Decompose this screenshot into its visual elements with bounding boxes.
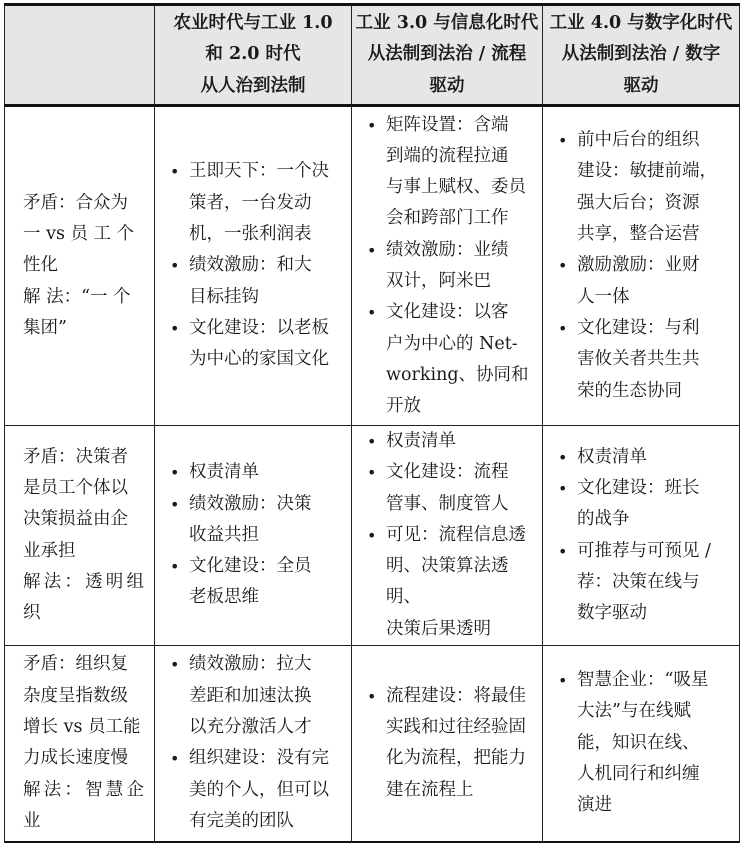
header-row xyxy=(5,5,740,106)
text-line: • 王即天下：一个决 xyxy=(189,161,329,182)
row-label-line: 业承担 xyxy=(23,540,76,561)
text-line: 荐：决策在线与 xyxy=(577,571,700,592)
header-line: 工业 3.0 与信息化时代 xyxy=(355,12,539,33)
row-label-cell xyxy=(5,426,155,646)
text-line: • 可推荐与可预见 / xyxy=(577,540,711,561)
header-cell-era-3 xyxy=(543,5,740,106)
list-item xyxy=(364,520,534,645)
text-line: 能，知识在线、 xyxy=(577,732,700,753)
text-line: 人机同行和纠缠 xyxy=(577,763,700,784)
text-line: • 权责清单 xyxy=(386,431,456,451)
header-line: 农业时代与工业 1.0 xyxy=(173,12,333,33)
list-item xyxy=(167,743,343,837)
bullet-list xyxy=(364,110,534,423)
list-item xyxy=(364,235,534,298)
text-line: 强大后台；资源 xyxy=(577,192,700,213)
bullet-list xyxy=(167,649,343,837)
row-label-line: 性化 xyxy=(23,255,58,276)
text-line: 目标挂钩 xyxy=(189,286,259,307)
text-line: 双计，阿米巴 xyxy=(386,271,491,291)
text-line: working、协同和 xyxy=(386,364,529,385)
list-item xyxy=(167,551,343,614)
row-label-line: 决策损益由企 xyxy=(23,509,128,530)
row-label-line: 解 法：“一 个 xyxy=(23,286,131,307)
list-item xyxy=(364,457,534,520)
text-line: 美的个人，但可以 xyxy=(189,779,329,800)
row-label-line: 解法：透明组织 xyxy=(23,571,144,624)
text-line: 老板思维 xyxy=(189,587,259,608)
text-line: 化为流程，把能力 xyxy=(386,748,526,769)
text-line: 为中心的家国文化 xyxy=(189,349,329,370)
list-item xyxy=(555,250,731,313)
list-item xyxy=(167,156,343,250)
table-cell xyxy=(155,646,352,842)
bullet-list xyxy=(364,426,534,645)
text-line: 管事、制度管人 xyxy=(386,493,509,514)
text-line: 以充分激活人才 xyxy=(189,717,312,738)
text-line: • 文化建设：以老板 xyxy=(189,317,329,338)
text-line: • 文化建设：班长 xyxy=(577,477,700,498)
list-item xyxy=(555,442,731,473)
row-label-line: 矛盾：合众为 xyxy=(23,192,128,213)
bullet-list xyxy=(555,665,731,821)
list-item xyxy=(167,313,343,376)
text-line: • 流程建设：将最佳 xyxy=(386,685,526,706)
list-item xyxy=(364,110,534,235)
bullet-list xyxy=(167,457,343,613)
text-line: 收益共担 xyxy=(189,524,259,545)
text-line: • 绩效激励：业绩 xyxy=(386,239,509,260)
text-line: • 组织建设：没有完 xyxy=(189,748,329,769)
row-label-line: 集团” xyxy=(23,317,67,338)
table-cell xyxy=(543,106,740,426)
text-line: • 矩阵设置：含端 xyxy=(386,114,509,135)
row-label-line: 矛盾：组织复 xyxy=(23,654,128,675)
text-line: 实践和过往经验固 xyxy=(386,717,526,738)
table-row xyxy=(5,426,740,646)
text-line: 与事上赋权、委员 xyxy=(386,177,526,198)
comparison-table xyxy=(4,3,740,843)
text-line: 建在流程上 xyxy=(386,779,474,800)
bullet-list xyxy=(364,681,534,806)
text-line: • 智慧企业：“吸星 xyxy=(577,670,709,691)
text-line: 机，一张利润表 xyxy=(189,224,312,245)
list-item xyxy=(364,681,534,806)
text-line: 户为中心的 Net- xyxy=(386,333,518,354)
header-cell-era-1 xyxy=(155,5,352,106)
text-line: 开放 xyxy=(386,396,421,417)
row-label-line: 力成长速度慢 xyxy=(23,748,128,769)
text-line: 明、决策算法透明、 xyxy=(386,556,509,608)
text-line: 决策后果透明 xyxy=(386,618,491,639)
text-line: 演进 xyxy=(577,795,612,816)
header-line: 工业 4.0 与数字化时代 xyxy=(549,12,733,33)
text-line: • 绩效激励：和大 xyxy=(189,255,312,276)
table-cell xyxy=(352,646,543,842)
header-line: 从法制到法治 / 流程 xyxy=(367,44,527,65)
list-item xyxy=(555,125,731,250)
table-cell xyxy=(155,106,352,426)
list-item xyxy=(364,426,534,457)
row-label-line: 矛盾：决策者 xyxy=(23,446,128,467)
bullet-list xyxy=(555,125,731,407)
header-cell-era-2 xyxy=(352,5,543,106)
text-line: • 文化建设：全员 xyxy=(189,556,312,577)
text-line: 建设：敏捷前端， xyxy=(577,161,717,182)
row-label-cell xyxy=(5,646,155,842)
text-line: 会和跨部门工作 xyxy=(386,208,509,229)
text-line: 差距和加速汰换 xyxy=(189,685,312,706)
list-item xyxy=(167,489,343,552)
text-line: • 文化建设：以客 xyxy=(386,302,509,323)
text-line: 到端的流程拉通 xyxy=(386,145,509,166)
list-item xyxy=(555,536,731,630)
table-cell xyxy=(352,106,543,426)
table-cell xyxy=(543,646,740,842)
header-line: 和 2.0 时代 xyxy=(205,44,301,65)
row-label-cell xyxy=(5,106,155,426)
text-line: • 权责清单 xyxy=(577,446,647,467)
list-item xyxy=(555,665,731,821)
row-label-line: 一 vs 员 工 个 xyxy=(23,224,135,245)
text-line: 人一体 xyxy=(577,286,630,307)
text-line: • 权责清单 xyxy=(189,462,259,483)
row-label-line: 杂度呈指数级 xyxy=(23,685,128,706)
text-line: 大法”与在线赋 xyxy=(577,701,691,722)
row-label-line: 是员工个体以 xyxy=(23,477,128,498)
header-line: 从人治到法制 xyxy=(200,75,306,96)
table-row xyxy=(5,106,740,426)
header-line: 从法制到法治 / 数字 xyxy=(561,44,721,65)
text-line: 害攸关者共生共 xyxy=(577,349,700,370)
list-item xyxy=(555,313,731,407)
table-cell xyxy=(352,426,543,646)
text-line: • 文化建设：与利 xyxy=(577,317,700,338)
list-item xyxy=(167,457,343,488)
bullet-list xyxy=(555,442,731,630)
bullet-list xyxy=(167,156,343,375)
table-cell xyxy=(155,426,352,646)
text-line: 的战争 xyxy=(577,509,630,530)
header-line: 驱动 xyxy=(429,75,465,96)
text-line: • 文化建设：流程 xyxy=(386,462,509,483)
text-line: 策者，一台发动 xyxy=(189,192,312,213)
text-line: 数字驱动 xyxy=(577,603,647,624)
row-label-line: 增长 vs 员工能 xyxy=(23,717,141,738)
list-item xyxy=(555,473,731,536)
text-line: • 激励激励：业财 xyxy=(577,255,700,276)
text-line: • 可见：流程信息透 xyxy=(386,524,526,545)
list-item xyxy=(167,649,343,743)
header-cell-blank xyxy=(5,5,155,106)
text-line: 共享，整合运营 xyxy=(577,224,700,245)
text-line: • 前中后台的组织 xyxy=(577,130,700,151)
text-line: • 绩效激励：决策 xyxy=(189,493,312,514)
table-cell xyxy=(543,426,740,646)
row-label-line: 解法：智慧企业 xyxy=(23,779,144,831)
table-row xyxy=(5,646,740,842)
list-item xyxy=(167,250,343,313)
text-line: • 绩效激励：拉大 xyxy=(189,654,312,675)
text-line: 有完美的团队 xyxy=(189,810,294,831)
header-line: 驱动 xyxy=(623,75,659,96)
list-item xyxy=(364,297,534,422)
text-line: 荣的生态协同 xyxy=(577,380,682,401)
